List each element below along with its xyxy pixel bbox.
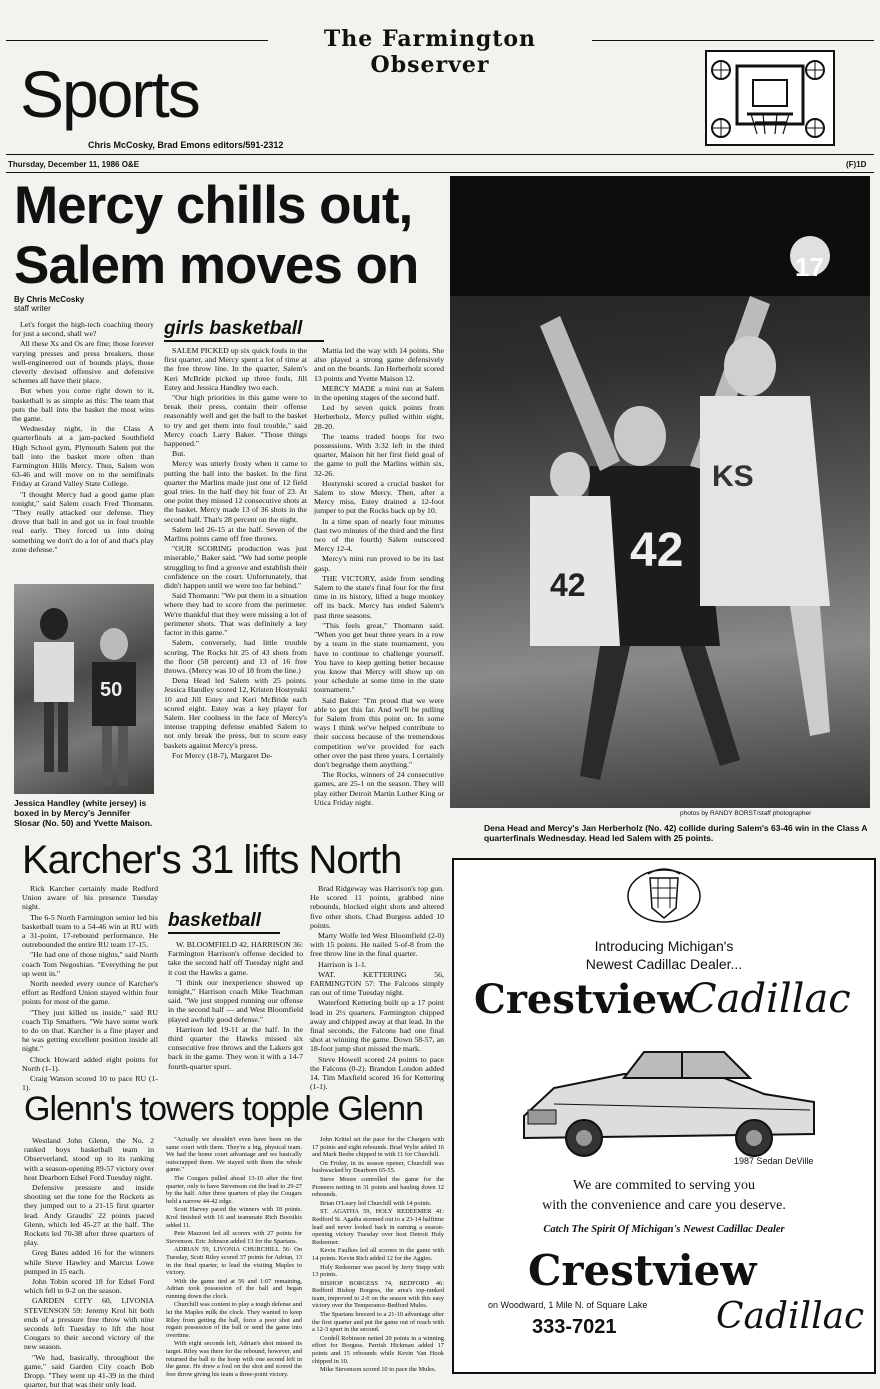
main-story-col-2 bbox=[164, 346, 307, 836]
section-title: Sports bbox=[20, 57, 199, 131]
paragraph: Brad Ridgeway was Harrison's top gun. He scored 11 points, grabbed nine rebounds, blocked eight shots and altered five other shots. Chad Burgess added 10 points. bbox=[310, 884, 444, 930]
small-photo bbox=[14, 584, 154, 794]
paragraph: The Cougars pulled ahead 13-10 after the first quarter, only to have Stevenson cut the lead to 29-27 by the half. After three quarters of play the Cougars held a narrow 44-42 edge. bbox=[166, 1174, 302, 1205]
paragraph: Cordell Robinson netted 20 points in a winning effort for Borgess. Parrish Hickman added 17 points and 15 rebounds while Kevin Van Hook chipped in 10. bbox=[312, 1334, 444, 1365]
small-photo-caption: Jessica Handley (white jersey) is boxed in by Mercy's Jennifer Slosar (No. 50) and Yvette Maison. bbox=[14, 798, 153, 828]
paragraph: W. BLOOMFIELD 42, HARRISON 36: Farmington Harrison's offense decided to take the second half off Tuesday night and it cost the Hawks a game. bbox=[168, 940, 303, 977]
paragraph: BISHOP BORGESS 74, BEDFORD 46: Redford Bishop Borgess, the area's top-ranked team, improved to 2-0 on the season with this easy victory over the Temperance-Bedford Mules. bbox=[312, 1279, 444, 1310]
paragraph: The 6-5 North Farmington senior led his basketball team to a 54-46 win at RU with a 31-point, 17-rebound performance. He outrebounded the entire RU team 17-15. bbox=[22, 912, 158, 950]
paragraph: "Actually we shouldn't even have been on the same court with them. They're a big, physical team. We had the home court advantage and we basically outscrapped them. We stayed with them the whole game." bbox=[166, 1136, 302, 1174]
paragraph: Greg Bates added 16 for the winners while Steve Hawley and Marcus Lowe pumped in 15 each. bbox=[24, 1248, 154, 1276]
svg-text:KS: KS bbox=[712, 460, 754, 493]
svg-text:42: 42 bbox=[550, 567, 586, 603]
paragraph: Chuck Howard added eight points for North (1-1). bbox=[22, 1054, 158, 1073]
north-story-col-3 bbox=[310, 884, 444, 1090]
dateline: Thursday, December 11, 1986 O&E bbox=[8, 160, 140, 169]
main-story-col-3 bbox=[314, 346, 444, 836]
paragraph: "He had one of those nights," said North coach Tom Negoshian. "Everything he put up went in." bbox=[22, 950, 158, 978]
ad-intro-line-2: Newest Cadillac Dealer... bbox=[585, 956, 743, 972]
paragraph: ADRIAN 59, LIVONIA CHURCHILL 56: On Tuesday, Scott Riley scored 37 points for Adrian, 13 in the final quarter, to lead the visiting Maples to victory. bbox=[166, 1246, 302, 1277]
cadillac-car-icon bbox=[514, 1038, 824, 1168]
photo-credit: photos by RANDY BORST/staff photographer bbox=[680, 810, 812, 817]
cadillac-ad bbox=[452, 858, 876, 1374]
paragraph: "This feels great," Thomann said. "When you get beat three years in a row by a team in the state tournament, you have to continue to challenge yourself. You have to keep getting better because you know that Mercy will show up on your schedule at some time in the state tournament." bbox=[314, 620, 444, 695]
paragraph: Churchill was content to play a tough defense and let the Maples milk the clock. They wanted to keep Riley from getting the ball, force a poor shot and regain possession of the ball or send the game into overtime. bbox=[166, 1301, 302, 1339]
paragraph: Salem led 26-15 at the half. Seven of the Marlins points came off free throws. bbox=[164, 524, 307, 544]
paragraph: Rick Karcher certainly made Redford Union aware of his presence Tuesday night. bbox=[22, 884, 158, 912]
byline: By Chris McCosky bbox=[14, 295, 85, 304]
paper-title: The Farmington Observer bbox=[323, 26, 537, 78]
glenn-story-col-1 bbox=[24, 1136, 154, 1389]
main-story-col-1 bbox=[12, 320, 154, 582]
glenn-story-col-3 bbox=[312, 1136, 444, 1376]
ad-tagline-1: We are commited to serving you bbox=[573, 1178, 755, 1193]
byline-role: staff writer bbox=[14, 304, 51, 313]
paragraph: The Spartans breezed to a 21-10 advantage after the first quarter and put the game out of reach with a 12-3 spurt in the second. bbox=[312, 1311, 444, 1334]
paragraph: Let's forget the high-tech coaching theory for just a second, shall we? bbox=[12, 320, 154, 339]
ad-car-caption: 1987 Sedan DeVille bbox=[734, 1156, 814, 1166]
paragraph: With the game tied at 56 and 1:07 remaining, Adrian took possession of the ball and began running down the clock. bbox=[166, 1277, 302, 1300]
ad-address: on Woodward, 1 Mile N. of Square Lake bbox=[488, 1300, 648, 1310]
paragraph: Westland John Glenn, the No. 2 ranked boys basketball team in Observerland, stood up to its ranking with a season-opening 89-57 victory over host Dearborn Edsel Ford Tuesday night. bbox=[24, 1136, 154, 1182]
paragraph: Marty Wolfe led West Bloomfield (2-0) with 15 points. He nailed 5-of-8 from the free throw line in the final quarter. bbox=[310, 931, 444, 959]
svg-text:17: 17 bbox=[795, 252, 824, 282]
paragraph: "They just killed us inside," said RU coach Tip Smathers. "We have some work to do on that. Karcher is a fine player and he was getting excellent position inside all night." bbox=[22, 1007, 158, 1054]
paragraph: Scott Harvey paced the winners with 18 points. Krol finished with 16 and teammate Rich Boosikis added 11. bbox=[166, 1206, 302, 1229]
paragraph: For Mercy (18-7), Margaret De- bbox=[172, 750, 273, 760]
ad-brand-2: Crestview bbox=[528, 1246, 757, 1295]
paragraph: MERCY MADE a mini run at Salem in the opening stages of the second half. bbox=[314, 383, 444, 403]
north-story-col-1 bbox=[22, 884, 158, 1093]
glenn-headline: Glenn's towers topple Glenn bbox=[24, 1090, 424, 1128]
paragraph: Wednesday night, in the Class A quarterfinals at a jam-packed Southfield High School gym, Plymouth Salem put the ball into the basket more often than Farmington Hills Mercy. Thus, Salem won 63-46 and will move on to the semifinals Friday at Grand Valley State College. bbox=[12, 424, 154, 489]
paragraph: Harrison is 1-1. bbox=[318, 959, 367, 969]
paragraph: With eight seconds left, Adrian's shot missed its target. Riley was there for the rebound, however, and returned the ball to the hoop with one second left in the game. He drew a foul on the shot and scored the free throw giving his team a three-point victory. bbox=[166, 1340, 302, 1378]
paragraph: On Friday, in its season opener, Churchill was bushwacked by Dearborn 65-55. bbox=[312, 1159, 444, 1175]
north-headline: Karcher's 31 lifts North bbox=[22, 838, 402, 882]
paragraph: Said Thomann: "We put them in a situation where they had to score from the perimeter. We're thankful that they were missing a lot of perimeter shots. That was definitely a key factor in this game." bbox=[164, 591, 307, 638]
section-label-girls-basketball: girls basketball bbox=[164, 318, 324, 342]
paragraph: Craig Watson scored 10 to pace RU (1-1). bbox=[22, 1074, 158, 1093]
paragraph: But when you come right down to it, basketball is as simple as this: The team that puts the ball into the basket the most wins the game. bbox=[12, 386, 154, 424]
ad-tagline-2: with the convenience and care you deserve. bbox=[542, 1198, 786, 1213]
paragraph: But. bbox=[172, 449, 186, 459]
paragraph: "OUR SCORING production was just miserable," Baker said. "We had some people struggling to find a groove and establish their confidence on the court. Unfortunately, that didn't happen until we were too far behind." bbox=[164, 544, 307, 591]
paragraph: Waterford Kettering built up a 17 point lead in 2½ quarters. Farmington chipped away and chipped away at that lead. In the final seconds, the Falcons had one final shot at winning the game. Down 58-57, an 18-foot jump shot missed the mark. bbox=[310, 998, 444, 1054]
paragraph: Hostynski scored a crucial basket for Salem to slow Mercy. Then, after a Mercy miss, Estey drained a 12-foot jumper to put the Rocks back up by 10. bbox=[314, 478, 444, 516]
svg-text:50: 50 bbox=[100, 679, 123, 701]
paragraph: WAT. KETTERING 56, FARMINGTON 57: The Falcons simply ran out of time Tuesday night. bbox=[310, 969, 444, 998]
paragraph: Steve Moore controlled the game for the Pioneers netting in 31 points and hauling down 12 rebounds. bbox=[312, 1175, 444, 1199]
paragraph: Harrison led 19-11 at the half. In the third quarter the Hawks missed six consecutive free throws and the Lakers got back in the game. They won it with a 14-7 fourth-quarter spurt. bbox=[168, 1024, 303, 1071]
dateline-rule-bottom bbox=[6, 172, 874, 173]
paragraph: ST. AGATHA 59, HOLY REDEEMER 41: Redford St. Agatha stormed out to a 23-14 halftime lead and never looked back in earning a season-opening victory Tuesday over host Detroit Holy Redeemer. bbox=[312, 1208, 444, 1246]
paragraph: The teams traded hoops for two possessions. With 3:32 left in the third quarter, Maison hit her first field goal of the game to pull the Marlins within six, 32-26. bbox=[314, 431, 444, 478]
paragraph: Mike Stevenson scored 10 to pace the Mules. bbox=[320, 1366, 437, 1374]
north-story-col-2 bbox=[168, 940, 303, 1090]
paragraph: North needed every ounce of Karcher's effort as Redford Union stayed within four points for most of the game. bbox=[22, 979, 158, 1007]
paragraph: In a time span of nearly four minutes (last two minutes of the third and the first two of the fourth) Salem outscored Mercy 12-4. bbox=[314, 516, 444, 554]
paragraph: "Our high priorities in this game were to break their press, contain their offense reasonably well and get the ball to the basket to try and get them into foul trouble," said Mercy coach Larry Baker. "Those things happened." bbox=[164, 393, 307, 449]
paragraph: Pete Mazzoni led all scorers with 27 points for Stevenson. Eric Johnson added 13 for the Spartans. bbox=[166, 1230, 302, 1245]
paragraph: SALEM PICKED up six quick fouls in the first quarter, and Mercy spent a lot of time at the free throw line. In the quarter, Salem's Keri McBride picked up three fouls, Jill Estey and Jessica Handley two each. bbox=[164, 346, 307, 392]
masthead-rule-right bbox=[592, 40, 874, 41]
paragraph: All these Xs and Os are fine; those forever varying presses and press breakers, those well-engineered out of bounds plays, those cleverly devised offensive and defensive schemes all have their place. bbox=[12, 339, 154, 386]
paragraph: Kevin Faulkes led all scorers in the game with 14 points. Kevin Rich added 12 for the Aggies. bbox=[312, 1247, 444, 1262]
paragraph: John Krittel set the pace for the Chargers with 17 points and eight rebounds. Brad Wylie added 16 and Mark Beebe chipped in with 11 for Churchill. bbox=[312, 1136, 444, 1159]
main-photo-caption: Dena Head and Mercy's Jan Herberholz (No. 42) collide during Salem's 63-46 win in the Class A quarterfinals Wednesday. Head led Salem with 25 points. bbox=[484, 823, 868, 843]
paragraph: Steve Howell scored 24 points to pace the Falcons (0-2). Brandon London added 14. Tim Maxfield scored 16 for Kettering (1-1). bbox=[310, 1054, 444, 1092]
paragraph: Mercy was utterly frosty when it came to putting the ball into the basket. In the first quarter the Marlins made just one of 12 field goal tries. In the half they hit four of 23. At one point they missed 12 consecutive shots at the basket. Mercy made 13 of 36 shots in the second half. That's 28 percent on the night. bbox=[164, 459, 307, 524]
paragraph: Defensive pressure and inside shooting set the tone for the Rockets as they jumped out to a 21-15 first quarter lead. Andy Graudis' 22 points paced Glenn, which led 45-27 at the half. The Rockets led 70-38 after three quarters of play. bbox=[24, 1183, 154, 1248]
paragraph: The Rocks, winners of 24 consecutive games, are 25-1 on the season. They will play either Detroit Martin Luther King or Utica Friday night. bbox=[314, 770, 444, 807]
paragraph: Salem, conversely, had little trouble scoring. The Rocks hit 25 of 43 shots from the floor (58 percent) and 13 of 16 free throws. (Mercy was 10 of 18 from the line.) bbox=[164, 638, 307, 675]
section-label-basketball: basketball bbox=[168, 910, 280, 934]
paragraph: Said Baker: "I'm proud that we were able to get this far. And we'll be pulling for Salem from this point on. In some ways I think we've helped contribute to their success because of the tremendous competition we've provided for each other over the past three years. I certainly don't begrudge them anything." bbox=[314, 695, 444, 769]
svg-text:42: 42 bbox=[630, 524, 684, 577]
main-headline-line-2: Salem moves on bbox=[14, 236, 419, 295]
paragraph: Dena Head led Salem with 25 points. Jessica Handley scored 12, Kristen Hostynski 10 and Jill Estey and Keri McBride each scored eight. Estey was a key player for Salem. Her coolness in the face of Mercy's intense trapping defense enabled Salem to not only break the press, but to score easy baskets against Mercy's press. bbox=[164, 676, 307, 750]
cadillac-crest-icon bbox=[624, 866, 704, 928]
paragraph: "We had, basically, throughout the game," said Garden City coach Bob Dropp. "They went up 41-39 in the third quarter, but that was their only lead. bbox=[24, 1352, 154, 1389]
paragraph: "I think our inexperience showed up tonight," Harrison coach Mike Teachman said. "We just stopped running our offense in the second half — and West Bloomfield played awfully good defense." bbox=[168, 977, 303, 1024]
ad-slogan: Catch The Spirit Of Michigan's Newest Cadillac Dealer bbox=[543, 1224, 785, 1235]
paragraph: Holy Redeemer was paced by Jerry Stepp with 13 points. bbox=[312, 1263, 444, 1279]
paragraph: Mercy's mini run proved to be its last gasp. bbox=[314, 554, 444, 573]
ad-brand-script-2: Cadillac bbox=[716, 1296, 865, 1337]
masthead-rule-left bbox=[6, 40, 268, 41]
paragraph: THE VICTORY, aside from sending Salem to the state's final four for the first time in its history, lifted a huge monkey off its back. Mercy has ended Salem's past three seasons. bbox=[314, 573, 444, 620]
ad-brand-script: Cadillac bbox=[686, 976, 851, 1022]
paragraph: Led by seven quick points from Herberholz, Mercy pulled within eight, 28-20. bbox=[314, 403, 444, 431]
dateline-rule bbox=[6, 154, 874, 155]
glenn-story-col-2 bbox=[166, 1136, 302, 1376]
paragraph: "I thought Mercy had a good game plan tonight," said Salem coach Fred Thomann. "They really attacked our defense. They drove that ball in and got us in foul trouble real early. They forced us into doing something we don't do a lot of and that's play zone defense." bbox=[12, 489, 154, 554]
page-code: (F)1D bbox=[846, 160, 867, 169]
paragraph: John Tobin scored 18 for Edsel Ford which fell to 0-2 on the season. bbox=[24, 1277, 154, 1296]
paragraph: Mattia led the way with 14 points. She also played a strong game defensively and on the boards. Jan Herberholz scored 13 points and Yvette Maison 12. bbox=[314, 346, 444, 383]
paragraph: GARDEN CITY 60, LIVONIA STEVENSON 59: Jeremy Krol hit both ends of a pressure free throw with nine seconds left Tuesday to lift the host Cougars to their second victory of the new season. bbox=[24, 1296, 154, 1352]
main-photo bbox=[450, 176, 870, 808]
editors-line: Chris McCosky, Brad Emons editors/591-2312 bbox=[88, 140, 284, 150]
paragraph: Brian O'Leary led Churchill with 14 points. bbox=[320, 1199, 432, 1207]
ad-phone: 333-7021 bbox=[532, 1316, 617, 1338]
ad-intro-line-1: Introducing Michigan's bbox=[594, 938, 734, 954]
main-headline-line-1: Mercy chills out, bbox=[14, 176, 413, 235]
ad-brand: Crestview bbox=[474, 976, 692, 1023]
basketball-hoop-icon bbox=[705, 50, 835, 146]
